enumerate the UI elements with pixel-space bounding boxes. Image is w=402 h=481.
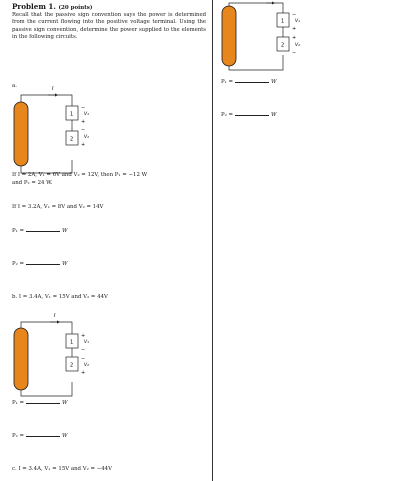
current-arrowhead xyxy=(272,2,275,5)
p2-unit: W xyxy=(271,112,277,118)
v1-minus: + xyxy=(292,26,297,32)
current-label: I xyxy=(54,313,56,319)
v2-minus: + xyxy=(81,370,86,376)
v1-minus: + xyxy=(81,119,86,125)
column-divider xyxy=(212,0,213,481)
problem-points: (20 points) xyxy=(58,5,93,11)
v2-minus: + xyxy=(81,142,86,148)
current-source xyxy=(14,328,28,390)
p2-label: P₂ = xyxy=(221,112,234,118)
p1-answer-blank[interactable] xyxy=(235,82,269,83)
p2-unit: W xyxy=(62,433,68,439)
problem-intro: Recall that the passive sign convention says the power is determined from the current flowing into the positive voltage terminal. Using the passive sign convention, determine the power supplied to the elements in the following circuits. xyxy=(12,12,206,40)
p2-unit: W xyxy=(62,261,68,267)
p2-answer-blank[interactable] xyxy=(26,264,60,265)
p2-label: P₂ = xyxy=(12,261,25,267)
v1-label: V₁ xyxy=(84,340,89,345)
part-c-label: c. I = 3.4A, V₁ = 15V and V₂ = −44V xyxy=(12,466,112,472)
problem-number: Problem 1. xyxy=(12,2,56,11)
v2-plus: − xyxy=(81,356,86,362)
part-a-given-2: If I = 3.2A, V₁ = 8V and V₂ = 14V xyxy=(12,204,104,210)
v2-plus: + xyxy=(292,35,297,41)
wire-top xyxy=(229,3,283,13)
current-arrowhead xyxy=(55,93,58,96)
v2-label: V₂ xyxy=(84,363,89,368)
element-1-label: 1 xyxy=(70,111,74,118)
part-a-label: a. xyxy=(12,83,17,89)
circuit-c xyxy=(218,0,318,75)
p1-unit: W xyxy=(62,228,68,234)
wire-bottom xyxy=(229,55,283,70)
wire-top xyxy=(21,322,72,334)
v1-plus: − xyxy=(81,105,86,111)
part-c-p2-row xyxy=(221,112,277,118)
element-1-label: 1 xyxy=(70,339,74,346)
v2-plus: − xyxy=(81,127,86,133)
current-source xyxy=(222,6,236,66)
part-b-p1-row xyxy=(12,400,68,406)
p1-unit: W xyxy=(62,400,68,406)
v2-label: V₂ xyxy=(84,135,89,140)
circuit-b xyxy=(12,313,112,407)
p2-label: P₂ = xyxy=(12,433,25,439)
p1-answer-blank[interactable] xyxy=(26,231,60,232)
p1-label: P₁ = xyxy=(12,400,25,406)
v1-label: V₁ xyxy=(84,112,89,117)
current-source xyxy=(14,102,28,166)
circuit-a xyxy=(12,86,112,180)
v1-plus: − xyxy=(292,12,297,18)
element-2-label: 2 xyxy=(281,42,285,49)
wire-top xyxy=(21,95,72,106)
part-c-p1-row xyxy=(221,79,277,85)
part-a-p1-row xyxy=(12,228,68,234)
element-2-label: 2 xyxy=(70,136,74,143)
p1-label: P₁ = xyxy=(12,228,25,234)
v1-minus: − xyxy=(81,347,86,353)
v2-minus: − xyxy=(292,50,297,56)
current-label: I xyxy=(52,86,54,92)
part-a-given-1b: and P₂ = 24 W. xyxy=(12,180,53,186)
v2-label: V₂ xyxy=(295,43,300,48)
part-a-given-1: If I = 2A, V₁ = 6V and V₂ = 12V, then P₁ = −12 W xyxy=(12,172,148,178)
p2-answer-blank[interactable] xyxy=(26,436,60,437)
part-b-label: b. I = 3.4A, V₁ = 15V and V₂ = 44V xyxy=(12,294,108,300)
v1-label: V₁ xyxy=(295,19,300,24)
p1-label: P₁ = xyxy=(221,79,234,85)
p1-unit: W xyxy=(271,79,277,85)
element-2-label: 2 xyxy=(70,362,74,369)
v1-plus: + xyxy=(81,333,86,339)
part-a-p2-row xyxy=(12,261,68,267)
problem-title xyxy=(12,2,92,11)
current-arrowhead xyxy=(57,320,60,323)
wire-bottom xyxy=(21,382,72,396)
p1-answer-blank[interactable] xyxy=(26,403,60,404)
part-b-p2-row xyxy=(12,433,68,439)
p2-answer-blank[interactable] xyxy=(235,115,269,116)
element-1-label: 1 xyxy=(281,18,285,25)
